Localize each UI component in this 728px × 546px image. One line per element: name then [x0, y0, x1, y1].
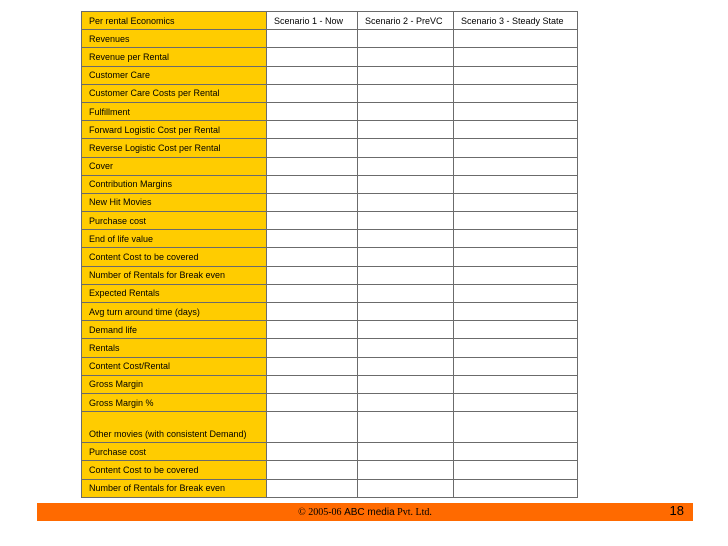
header-scenario-1: Scenario 1 - Now [267, 12, 358, 30]
table-row [82, 230, 578, 248]
table-row [82, 48, 578, 66]
cell-scenario-1 [267, 121, 358, 139]
table-row [82, 121, 578, 139]
row-label: Cover [82, 157, 267, 175]
cell-scenario-2 [358, 357, 454, 375]
row-label: Content Cost to be covered [82, 461, 267, 479]
cell-scenario-2 [358, 375, 454, 393]
footer-bar [37, 503, 693, 521]
cell-scenario-2 [358, 102, 454, 120]
copyright-prefix: © 2005-06 [298, 507, 345, 518]
cell-scenario-2 [358, 66, 454, 84]
cell-scenario-3 [454, 175, 578, 193]
table-row [82, 175, 578, 193]
header-scenario-2: Scenario 2 - PreVC [358, 12, 454, 30]
table-row [82, 266, 578, 284]
cell-scenario-2 [358, 230, 454, 248]
cell-scenario-2 [358, 321, 454, 339]
cell-scenario-2 [358, 339, 454, 357]
row-label: Revenue per Rental [82, 48, 267, 66]
row-label: Customer Care Costs per Rental [82, 84, 267, 102]
table-row [82, 479, 578, 497]
cell-scenario-2 [358, 193, 454, 211]
table-row [82, 139, 578, 157]
cell-scenario-1 [267, 461, 358, 479]
row-label: Fulfillment [82, 102, 267, 120]
cell-scenario-1 [267, 393, 358, 411]
cell-scenario-2 [358, 266, 454, 284]
cell-scenario-2 [358, 121, 454, 139]
cell-scenario-3 [454, 212, 578, 230]
cell-scenario-1 [267, 357, 358, 375]
table-row [82, 412, 578, 443]
cell-scenario-1 [267, 266, 358, 284]
table-row [82, 84, 578, 102]
cell-scenario-1 [267, 248, 358, 266]
row-label: Contribution Margins [82, 175, 267, 193]
cell-scenario-2 [358, 212, 454, 230]
table-row [82, 393, 578, 411]
cell-scenario-2 [358, 479, 454, 497]
cell-scenario-3 [454, 443, 578, 461]
table-row [82, 66, 578, 84]
cell-scenario-3 [454, 321, 578, 339]
cell-scenario-1 [267, 157, 358, 175]
row-label: Number of Rentals for Break even [82, 266, 267, 284]
cell-scenario-2 [358, 84, 454, 102]
cell-scenario-1 [267, 48, 358, 66]
table-row [82, 248, 578, 266]
row-label: Gross Margin % [82, 393, 267, 411]
cell-scenario-3 [454, 393, 578, 411]
row-label: Gross Margin [82, 375, 267, 393]
table-row [82, 321, 578, 339]
row-label: Avg turn around time (days) [82, 303, 267, 321]
cell-scenario-2 [358, 461, 454, 479]
row-label: Demand life [82, 321, 267, 339]
cell-scenario-2 [358, 175, 454, 193]
cell-scenario-3 [454, 339, 578, 357]
row-label: Purchase cost [82, 212, 267, 230]
cell-scenario-1 [267, 212, 358, 230]
table-row [82, 375, 578, 393]
table-row [82, 102, 578, 120]
cell-scenario-1 [267, 175, 358, 193]
cell-scenario-3 [454, 412, 578, 443]
cell-scenario-1 [267, 284, 358, 302]
row-label: Content Cost to be covered [82, 248, 267, 266]
cell-scenario-3 [454, 84, 578, 102]
header-label: Per rental Economics [82, 12, 267, 30]
row-label: Expected Rentals [82, 284, 267, 302]
cell-scenario-1 [267, 66, 358, 84]
cell-scenario-3 [454, 48, 578, 66]
row-label: End of life value [82, 230, 267, 248]
cell-scenario-1 [267, 412, 358, 443]
table-row [82, 157, 578, 175]
cell-scenario-1 [267, 102, 358, 120]
cell-scenario-2 [358, 303, 454, 321]
table-row [82, 443, 578, 461]
cell-scenario-1 [267, 321, 358, 339]
cell-scenario-2 [358, 284, 454, 302]
cell-scenario-3 [454, 193, 578, 211]
cell-scenario-1 [267, 339, 358, 357]
row-label: Revenues [82, 30, 267, 48]
cell-scenario-3 [454, 303, 578, 321]
table-row [82, 193, 578, 211]
cell-scenario-3 [454, 30, 578, 48]
row-label: Purchase cost [82, 443, 267, 461]
row-label: Number of Rentals for Break even [82, 479, 267, 497]
brand-name: ABC media [344, 507, 395, 518]
cell-scenario-3 [454, 248, 578, 266]
table-row [82, 212, 578, 230]
cell-scenario-2 [358, 248, 454, 266]
cell-scenario-3 [454, 357, 578, 375]
row-label: Forward Logistic Cost per Rental [82, 121, 267, 139]
table-row [82, 357, 578, 375]
cell-scenario-1 [267, 193, 358, 211]
table-row [82, 303, 578, 321]
cell-scenario-1 [267, 84, 358, 102]
cell-scenario-2 [358, 48, 454, 66]
cell-scenario-3 [454, 230, 578, 248]
cell-scenario-1 [267, 443, 358, 461]
table-row [82, 284, 578, 302]
row-label: New Hit Movies [82, 193, 267, 211]
cell-scenario-3 [454, 284, 578, 302]
row-label: Rentals [82, 339, 267, 357]
cell-scenario-3 [454, 121, 578, 139]
cell-scenario-3 [454, 66, 578, 84]
table-row [82, 339, 578, 357]
cell-scenario-1 [267, 303, 358, 321]
cell-scenario-1 [267, 479, 358, 497]
cell-scenario-3 [454, 266, 578, 284]
row-label: Customer Care [82, 66, 267, 84]
cell-scenario-1 [267, 230, 358, 248]
cell-scenario-2 [358, 443, 454, 461]
cell-scenario-1 [267, 139, 358, 157]
cell-scenario-3 [454, 102, 578, 120]
copyright-notice [37, 507, 693, 518]
cell-scenario-1 [267, 30, 358, 48]
table-row [82, 461, 578, 479]
cell-scenario-2 [358, 393, 454, 411]
page-number: 18 [669, 503, 684, 518]
cell-scenario-2 [358, 412, 454, 443]
cell-scenario-3 [454, 461, 578, 479]
cell-scenario-2 [358, 157, 454, 175]
header-scenario-3: Scenario 3 - Steady State [454, 12, 578, 30]
row-label: Content Cost/Rental [82, 357, 267, 375]
per-rental-economics-table [81, 11, 578, 498]
cell-scenario-1 [267, 375, 358, 393]
row-label: Other movies (with consistent Demand) [82, 412, 267, 443]
header-row [82, 12, 578, 30]
cell-scenario-3 [454, 479, 578, 497]
row-label: Reverse Logistic Cost per Rental [82, 139, 267, 157]
cell-scenario-3 [454, 375, 578, 393]
copyright-suffix: Pvt. Ltd. [394, 507, 432, 518]
cell-scenario-3 [454, 139, 578, 157]
cell-scenario-2 [358, 139, 454, 157]
cell-scenario-2 [358, 30, 454, 48]
table-row [82, 30, 578, 48]
cell-scenario-3 [454, 157, 578, 175]
